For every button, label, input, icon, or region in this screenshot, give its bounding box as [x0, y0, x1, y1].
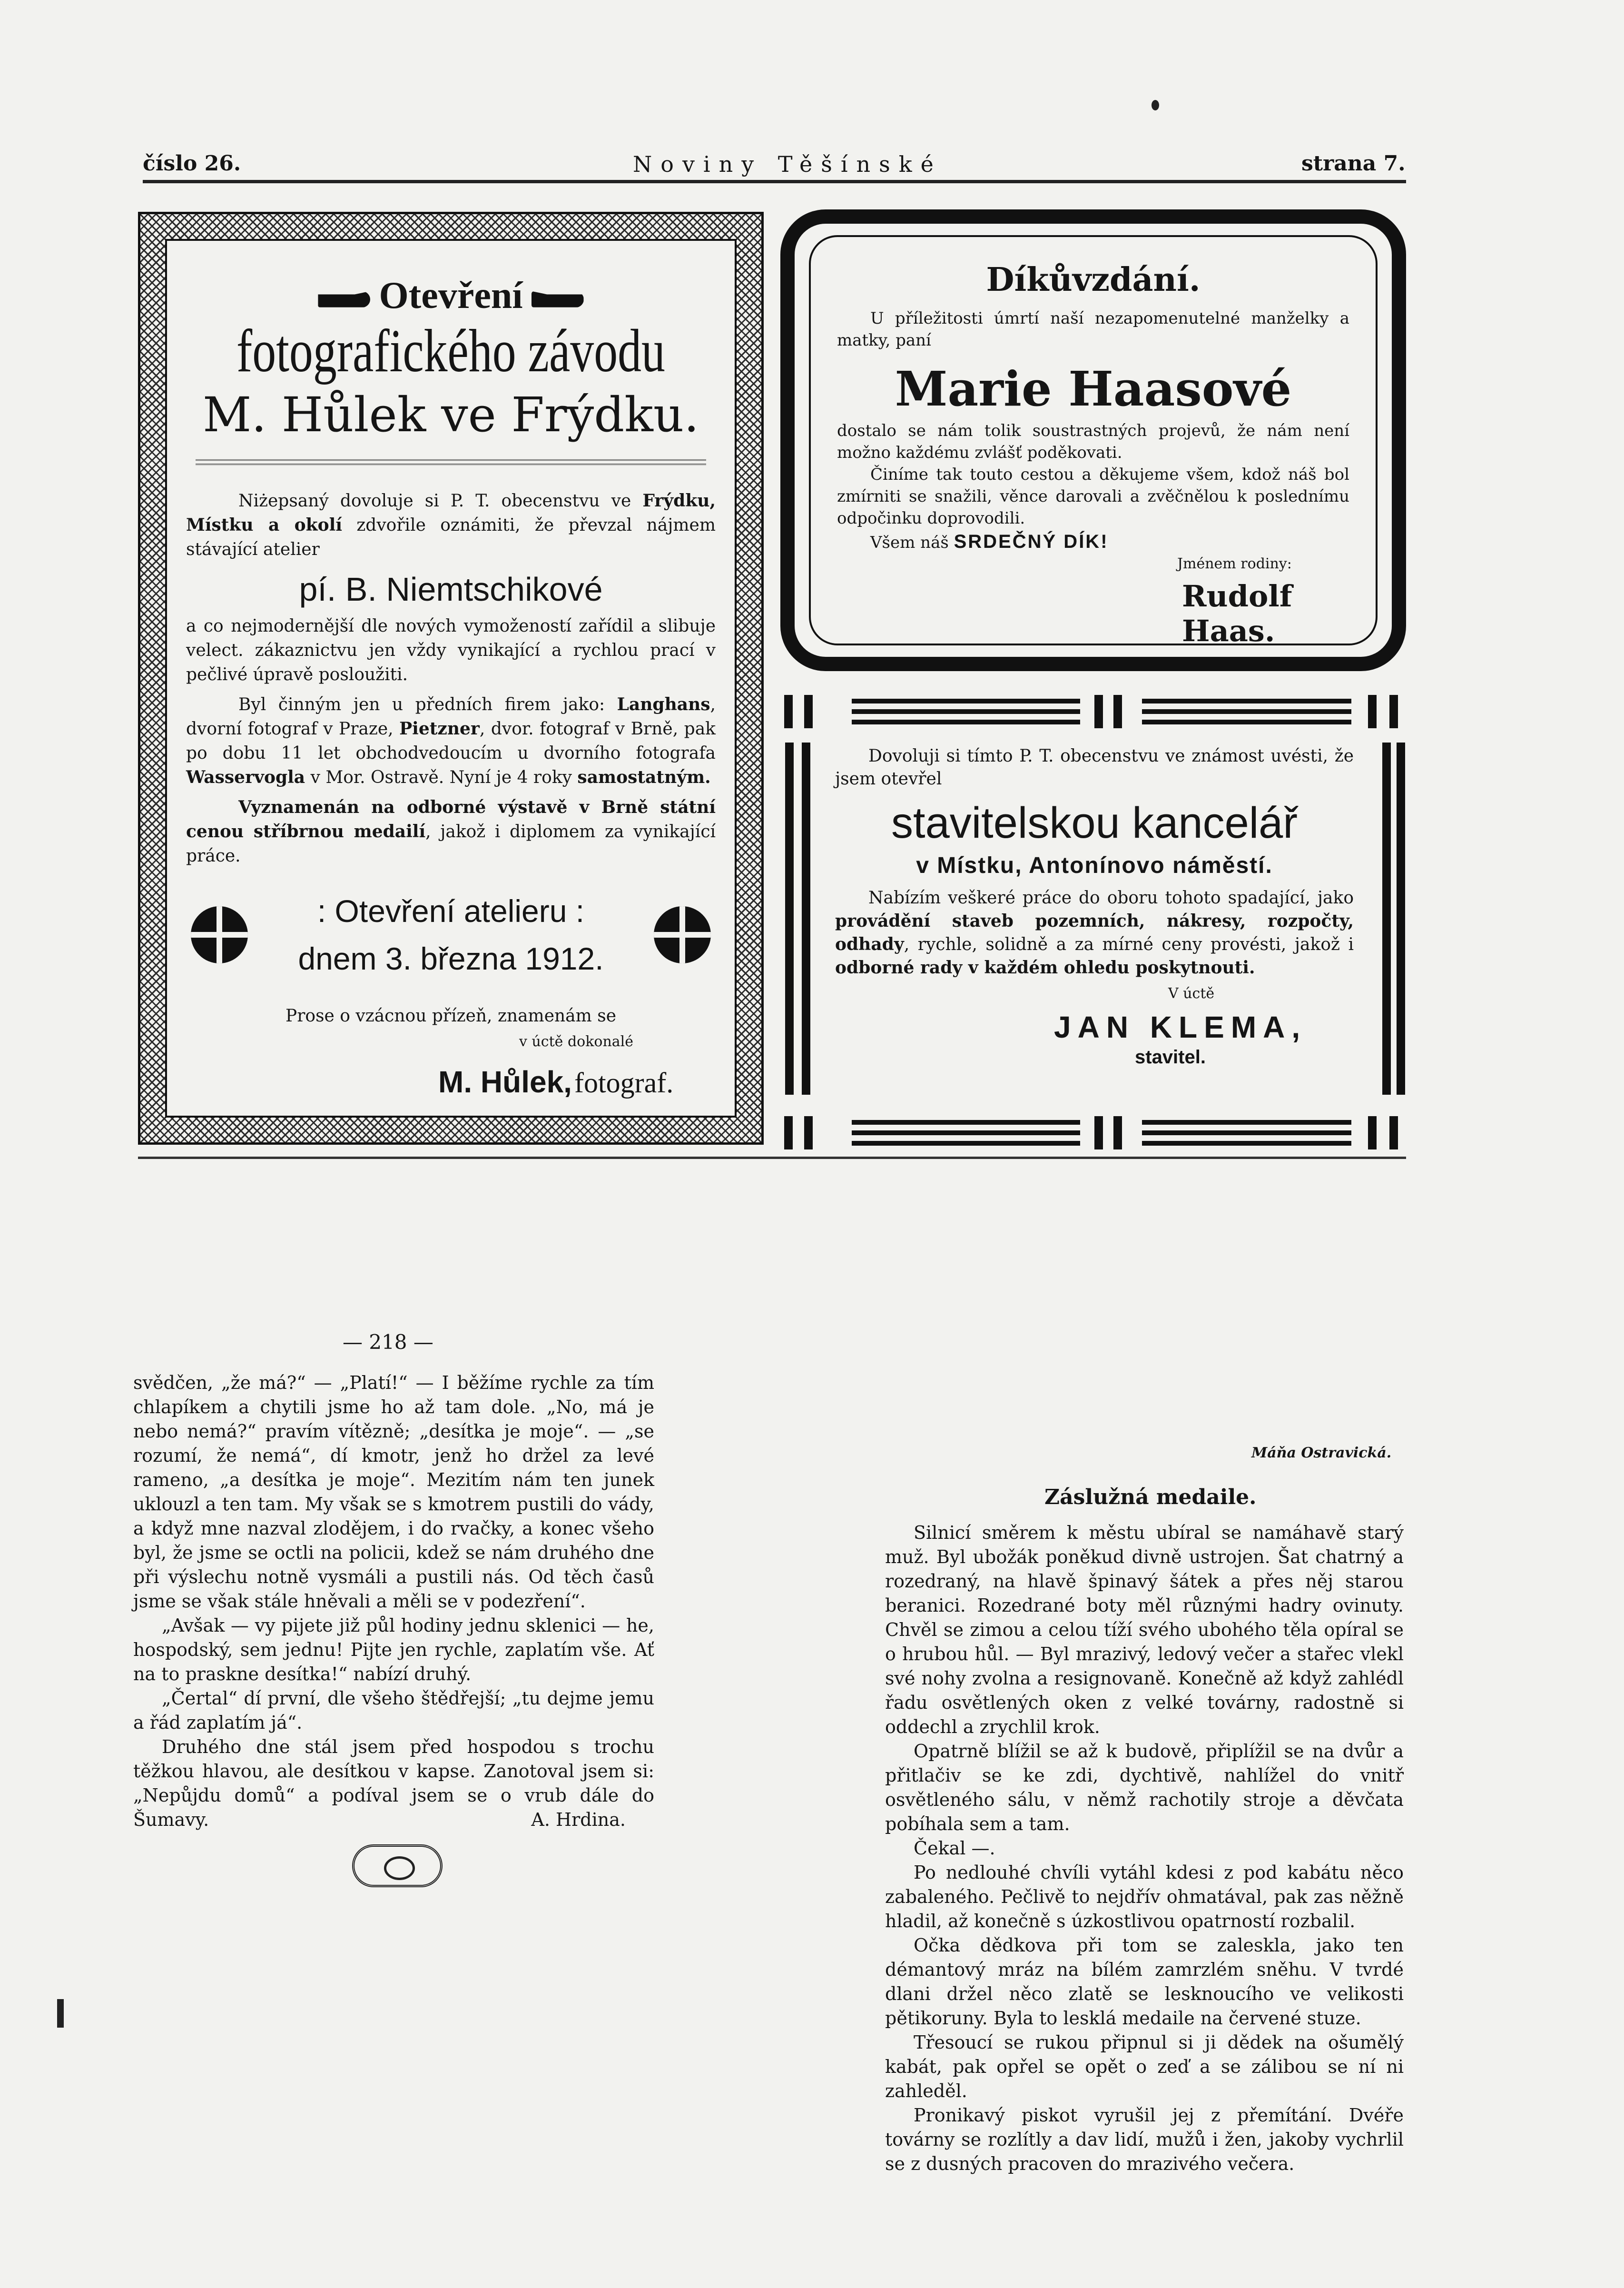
bar: [1142, 699, 1351, 703]
story1-paragraph: svědčen, „že má?“ — „Platí!“ — I běžíme rychle za tím chlapíkem a chytili jsme ho až tam dole. „No, má je nebo nemá?“ pravím vítězně; „desítka je moje“. — „se rozumí, že nemá“, dí kmotr, jenž ho držel za levé rameno, „a desítka je moje“. Mezitím nám ten junek uklouzl a ten tam. My však se s kmotrem pustili do vády, a když mne nazval zlodějem, i do rvačky, a konec všeho byl, že jsme se octli na policii, kdež se nám druhého dne při výslechu notně vysmáli a pustili nás. Od těch časů jsme se však stále hněvali a měli se v podezření“.: [133, 1372, 654, 1612]
bar: [784, 1116, 793, 1149]
story2-paragraph: Po nedlouhé chvíli vytáhl kdesi z pod kabátu něco zabaleného. Pečlivě to nejdřív ohmatával, pak zas něžně hladil, až konečně s úzkostlivou opatrností rozbalil.: [885, 1862, 1404, 1931]
bar: [852, 1120, 1080, 1125]
ad-photo-regards: v úctě dokonalé: [519, 1033, 634, 1050]
ad-photo-line2: fotografického závodu: [236, 317, 665, 385]
bar: [852, 720, 1080, 724]
bar: [1094, 1116, 1103, 1149]
story1-paragraph: „Čertal“ dí první, dle všeho štědřejší; „tu dejme jemu a řád zaplatím já“.: [133, 1688, 654, 1733]
ad-photo-inner: [165, 239, 737, 1118]
header-rule: [143, 180, 1406, 183]
ad-photo-p1: Niżepsaný dovoluje si P. T. obecenstvu ve Frýdku, Místku a okolí zdvořile oznámiti, že převzal nájmem stávající atelier: [186, 491, 716, 559]
ad-thanks: [780, 209, 1406, 671]
bar: [1368, 695, 1377, 728]
ad-office-left-frame: [802, 743, 810, 1095]
ad-photo-opening: [167, 887, 735, 987]
ad-thanks-p1: U příležitosti úmrtí naší nezapomenutelné manželky a matky, paní: [837, 309, 1349, 350]
story2-paragraph: Silnicí směrem k městu ubíral se namáhavě starý muž. Byl ubožák poněkud divně ustrojen. Šat chatrný a rozedraný, na hlavě špinavý šátek a přes něj starou beranici. Rozedrané boty měl různými hadry ovinuty. Chvěl se zimou a celou tíží svého ubohého těla opíral se o hrubou hůl. — Byl mrazivý, ledový večer a stařec vlekl své nohy zvolna a resignovaně. Konečně až když zahlédl řadu osvětlených oken z velké továrny, radostně si oddechl a zrychlil krok.: [885, 1522, 1404, 1737]
ad-photo-sig-name: M. Hůlek,: [438, 1065, 572, 1099]
ad-thanks-family: Jménem rodiny:: [1177, 555, 1292, 572]
ad-office-headline: stavitelskou kancelář: [891, 799, 1298, 847]
ad-office-p1: Dovoluji si tímto P. T. obecenstvu ve známost uvésti, že jsem otevřel: [835, 746, 1354, 789]
story2-paragraph: Třesoucí se rukou připnul si ji dědek na ošumělý kabát, pak opřel se opět o zeď a se zálibou se ní ni zahleděl.: [885, 2032, 1404, 2101]
bar: [1368, 1116, 1377, 1149]
ad-photo-open2: dnem 3. března 1912.: [298, 941, 604, 976]
bar: [852, 1130, 1080, 1135]
bar: [1142, 1141, 1351, 1146]
ornament-icon: [352, 1844, 443, 1887]
story2-paragraph: Čekal —.: [914, 1838, 995, 1859]
bar: [1389, 695, 1398, 728]
bar: [1142, 1130, 1351, 1135]
story2-author: Máňa Ostravická.: [1251, 1445, 1392, 1461]
story1: [133, 1371, 654, 1832]
bar: [852, 1141, 1080, 1146]
bar: [804, 695, 813, 728]
bar: [1142, 720, 1351, 724]
bar: [804, 1116, 813, 1149]
story2-paragraph: Pronikavý piskot vyrušil jej z přemítání. Dvéře továrny se rozlítly a dav lidí, mužů i žen, jakoby vychrlil se z dusných pracoven do mrazivého večera.: [885, 2105, 1404, 2174]
ad-thanks-name: Marie Haasové: [895, 361, 1292, 417]
bar: [1142, 709, 1351, 714]
story1-paragraph: „Avšak — vy pijete již půl hodiny jednu sklenici — he, hospodský, sem jednu! Pijte jen rychle, zaplatím vše. Ať na to praskne desítka!“ nabízí druhý.: [133, 1615, 654, 1684]
story1-paragraph: Druhého dne stál jsem před hospodou s trochu těžkou hlavou, ale desítkou v kapse. Zanotoval jsem si: „Nepůjdu domů“ a podíval jsem se o vrub dále do Šumavy.: [133, 1736, 654, 1830]
ad-office-top-bars: [780, 695, 1406, 728]
bar: [1389, 1116, 1398, 1149]
story2: [885, 1521, 1404, 2176]
ad-thanks-p3: Činíme tak touto cestou a děkujeme všem, kdož náš bol zmírniti se snažili, věnce darovali a zvěčnělou k poslednímu odpočinku doprovodili.: [837, 465, 1349, 528]
ad-thanks-p4: Všem náš SRDEČNÝ DÍK!: [870, 531, 1109, 552]
decorative-ball-icon: [654, 906, 711, 963]
ad-office-role: stavitel.: [1135, 1047, 1206, 1068]
scan-speck: [1152, 100, 1159, 110]
page-number: — 218 —: [343, 1330, 433, 1354]
bar: [852, 699, 1080, 703]
story2-paragraph: Očka dědkova při tom se zaleskla, jako ten démantový mráz na bílém zamrzlém sněhu. V tvrdé dlani držel něco zlatě se lesknoucího ve velikosti pětikoruny. Byla to lesklá medaile na červené stuze.: [885, 1935, 1404, 2029]
bar: [852, 709, 1080, 714]
ad-office: [835, 745, 1354, 1068]
ad-photo-name: pí. B. Niemtschikové: [299, 571, 603, 608]
ad-thanks-p2: dostalo se nám tolik soustrastných projevů, že nám není možno každému zvlášť poděkovati.: [837, 421, 1349, 462]
ad-photo-line3: M. Hůlek ve Frýdku.: [202, 387, 699, 443]
ad-office-right-frame: [1382, 743, 1391, 1095]
newspaper-title: Noviny Těšínské: [633, 151, 942, 177]
ad-photo-p2: a co nejmodernější dle nových vymožeností zařídil a slibuje velect. zákaznictvu jen vždy vynikající a rychlou prací v pečlivé úpravě posloužiti.: [186, 616, 716, 684]
ad-thanks-inner: [809, 235, 1378, 648]
ad-office-right-frame: [1397, 743, 1405, 1095]
bar: [1113, 1116, 1122, 1149]
scan-speck: [57, 1999, 64, 2028]
decorative-ball-icon: [191, 906, 248, 963]
bar: [1142, 1120, 1351, 1125]
page-label: strana 7.: [1301, 151, 1406, 176]
ad-photo-p4: Vyznamenán na odborné výstavě v Brně státní cenou stříbrnou medailí, jakož i diplomem za vynikající práce.: [186, 797, 716, 866]
pointing-hand-icon: [318, 291, 370, 307]
ad-thanks-title: Díkůvzdání.: [986, 261, 1201, 299]
story1-author: A. Hrdina.: [531, 1809, 626, 1830]
ornamental-divider: [196, 459, 706, 465]
ad-photo-open1: : Otevření atelieru :: [317, 893, 585, 929]
ad-thanks-signature: Rudolf Haas.: [1182, 579, 1292, 648]
ad-office-p2: Nabízím veškeré práce do oboru tohoto spadající, jako provádění staveb pozemních, nákresy, rozpočty, odhady, rychle, solidně a za mírné ceny provésti, jakož i odborné rady v každém ohledu poskytnouti.: [835, 888, 1354, 978]
bar: [784, 695, 793, 728]
ad-photo-p3: Byl činným jen u předních firem jako: Langhans, dvorní fotograf v Praze, Pietzner, dvor. fotograf v Brně, pak po dobu 11 let obchodvedoucím u dvorního fotografa Wasservogla v Mor. Ostravě. Nyní je 4 roky samostatným.: [186, 694, 716, 787]
ad-office-name: JAN KLEMA,: [1054, 1010, 1307, 1044]
ad-office-bottom-bars: [780, 1116, 1406, 1149]
ad-office-regards: V úctě: [1168, 985, 1215, 1002]
story2-paragraph: Opatrně blížil se až k budově, připlížil se na dvůr a přitlačiv se ke zdi, dychtivě, nahlížel do vnitř osvětleného sálu, v němž rachotily stroje a děvčata pobíhala sem a tam.: [885, 1741, 1404, 1834]
bar: [1113, 695, 1122, 728]
ad-photo-closing: Prose o vzácnou přízeň, znamenám se: [285, 1006, 617, 1026]
story2-title: Záslužná medaile.: [1044, 1485, 1257, 1509]
ad-photo-heading: Otevření: [379, 275, 523, 317]
ad-photo-heading-row: [167, 274, 735, 317]
ads-bottom-rule: [138, 1157, 1406, 1159]
ad-office-place: v Místku, Antonínovo náměstí.: [916, 853, 1273, 878]
ad-photo-signature: [438, 1064, 735, 1099]
ad-photo-studio: [138, 212, 764, 1145]
ad-photo-sig-role: fotograf.: [574, 1067, 674, 1099]
issue-number: číslo 26.: [143, 151, 241, 176]
pointing-hand-icon: [531, 291, 584, 307]
ad-office-left-frame: [785, 743, 794, 1095]
bar: [1094, 695, 1103, 728]
